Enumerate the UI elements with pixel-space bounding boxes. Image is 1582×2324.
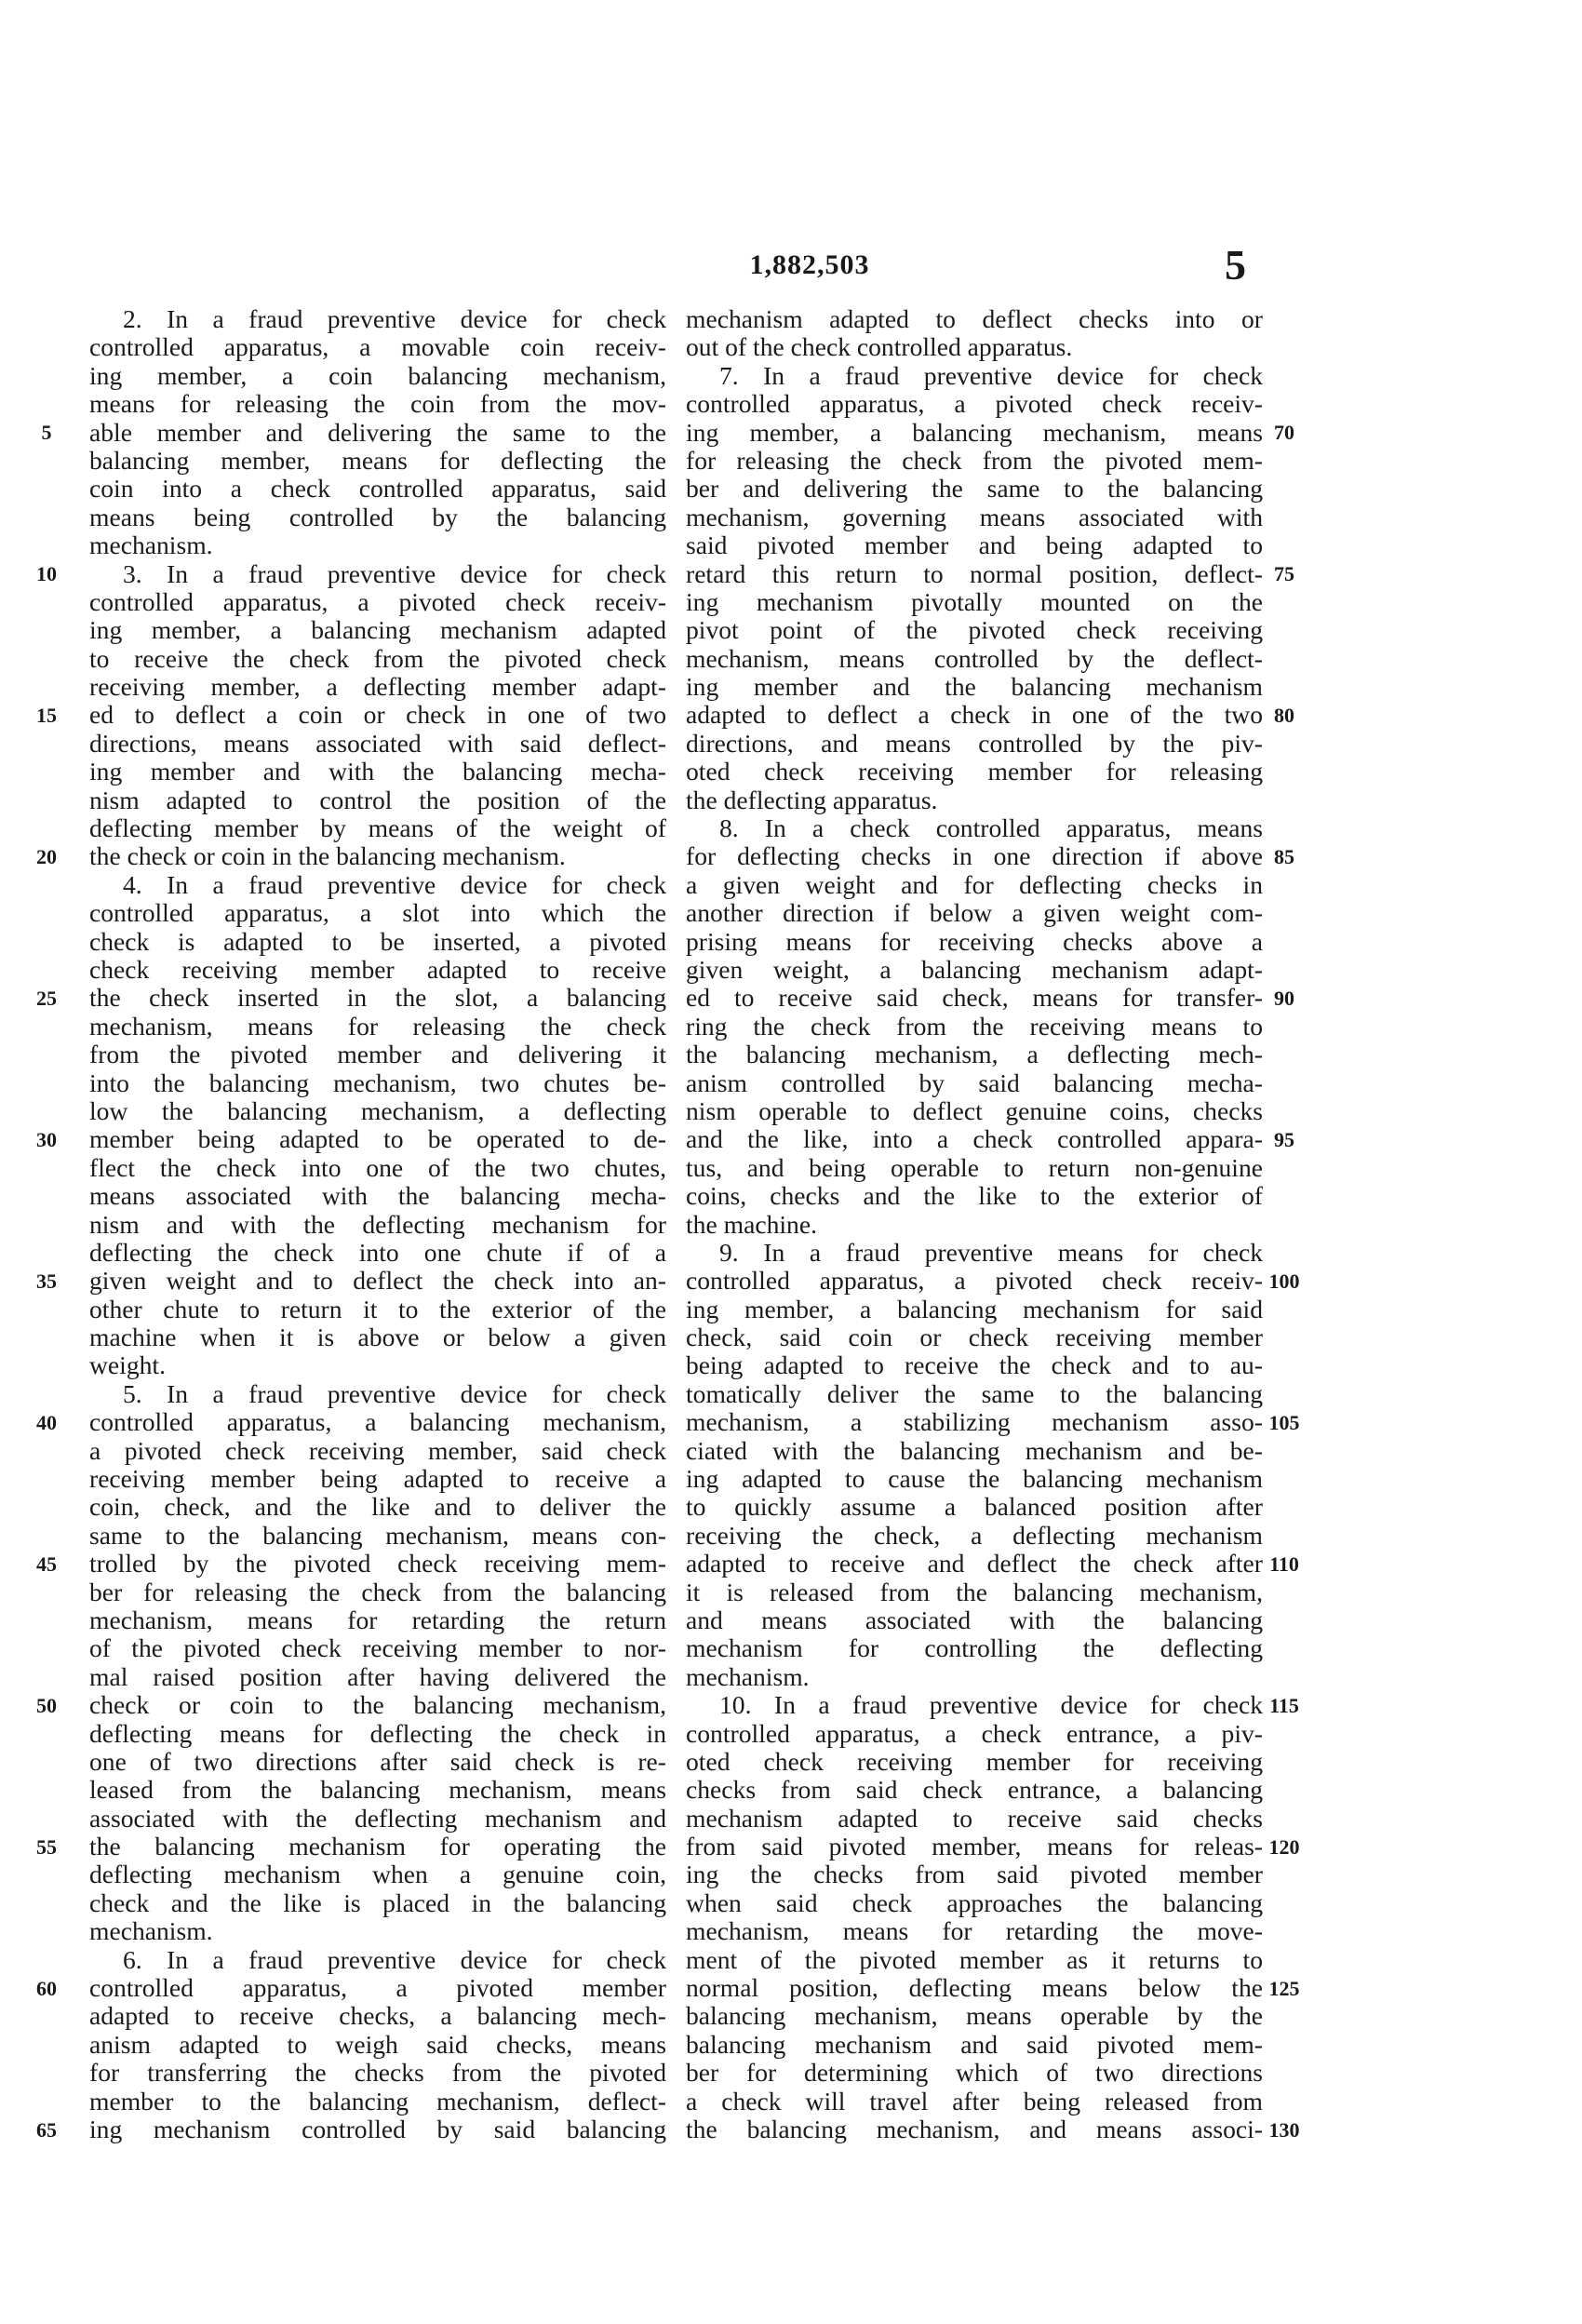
text-line: member to the balancing mechanism, deflect- [89,2086,666,2116]
text-line: 5. In a fraud preventive device for check [123,1378,666,1408]
text-line: mechanism adapted to deflect checks into or [686,304,1263,333]
text-line: balancing member, means for deflecting the [89,445,666,475]
text-line: mechanism, a stabilizing mechanism asso- [686,1407,1263,1437]
text-line: mechanism, means for retarding the move- [686,1916,1263,1946]
text-line: 8. In a check controlled apparatus, means [719,813,1263,843]
text-line: mechanism, means controlled by the deflect- [686,643,1263,673]
text-line: weight. [89,1350,166,1380]
text-line: the machine. [686,1209,817,1239]
text-line: a given weight and for deflecting checks in [686,869,1263,899]
text-line: deflecting member by means of the weight of [89,813,666,843]
text-line: means associated with the balancing mecha- [89,1181,666,1211]
margin-line-number: 95 [1274,1127,1294,1151]
text-line: the balancing mechanism, a deflecting mech- [686,1040,1263,1069]
right-column [686,305,1263,2143]
text-line: ed to receive said check, means for transfer- [686,983,1263,1013]
text-line: leased from the balancing mechanism, means [89,1775,666,1805]
text-line: directions, means associated with said deflect- [89,728,666,758]
text-line: directions, and means controlled by the piv- [686,728,1263,758]
text-line: into the balancing mechanism, two chutes be- [89,1068,666,1097]
text-line: check is adapted to be inserted, a pivoted [89,926,666,956]
margin-line-number: 10 [36,561,57,585]
text-line: nism adapted to control the position of the [89,785,666,814]
text-line: anism adapted to weigh said checks, means [89,2029,666,2059]
text-line: ber for determining which of two directions [686,2058,1263,2088]
text-line: 6. In a fraud preventive device for check [123,1944,666,1974]
margin-line-number: 105 [1268,1410,1300,1434]
text-line: ring the check from the receiving means to [686,1011,1263,1041]
text-line: a check will travel after being released from [686,2086,1263,2116]
text-line: adapted to deflect a check in one of the two [686,700,1263,730]
text-line: mal raised position after having delivered the [89,1661,666,1691]
text-line: receiving member being adapted to receive a [89,1464,666,1494]
margin-line-number: 25 [36,986,57,1010]
text-line: ber and delivering the same to the balancing [686,474,1263,504]
margin-line-number: 40 [36,1410,57,1434]
text-line: ing member, a balancing mechanism adapted [89,615,666,645]
text-line: to quickly assume a balanced position after [686,1492,1263,1522]
margin-line-number: 130 [1268,2117,1300,2142]
text-line: the check inserted in the slot, a balancing [89,983,666,1013]
text-line: the balancing mechanism for operating the [89,1832,666,1861]
text-line: machine when it is above or below a given [89,1323,666,1352]
text-line: check and the like is placed in the balancing [89,1887,666,1917]
text-line: and the like, into a check controlled appara- [686,1124,1263,1154]
margin-line-number: 75 [1274,561,1294,585]
text-line: mechanism for controlling the deflecting [686,1633,1263,1663]
text-line: check, said coin or check receiving member [686,1323,1263,1352]
text-line: nism and with the deflecting mechanism for [89,1209,666,1239]
text-line: ing member, a balancing mechanism, means [686,417,1263,447]
text-line: ing member, a balancing mechanism for said [686,1294,1263,1323]
text-line: low the balancing mechanism, a deflecting [89,1095,666,1125]
margin-line-number: 55 [36,1834,57,1859]
margin-line-number: 125 [1268,1976,1300,2000]
text-line: nism operable to deflect genuine coins, checks [686,1095,1263,1125]
text-line: balancing mechanism, means operable by the [686,2001,1263,2031]
text-line: a pivoted check receiving member, said check [89,1435,666,1465]
text-line: adapted to receive and deflect the check after [686,1549,1263,1578]
margin-line-number: 30 [36,1127,57,1151]
text-line: ing the checks from said pivoted member [686,1860,1263,1889]
text-line: ing member, a coin balancing mechanism, [89,360,666,390]
text-line: tomatically deliver the same to the balancing [686,1378,1263,1408]
text-line: given weight and to deflect the check into an- [89,1266,666,1296]
text-line: deflecting mechanism when a genuine coin, [89,1860,666,1889]
text-line: the balancing mechanism, and means associ- [686,2115,1263,2143]
text-line: oted check receiving member for receiving [686,1746,1263,1776]
text-line: being adapted to receive the check and to au- [686,1350,1263,1380]
text-line: for deflecting checks in one direction if above [686,841,1263,871]
text-line: said pivoted member and being adapted to [686,531,1263,560]
margin-line-number: 70 [1274,420,1294,444]
text-line: ciated with the balancing mechanism and be- [686,1435,1263,1465]
text-line: 3. In a fraud preventive device for check [123,558,666,588]
text-line: flect the check into one of the two chutes, [89,1152,666,1182]
margin-line-number: 15 [36,703,57,727]
text-line: mechanism, governing means associated with [686,502,1263,531]
text-line: mechanism, means for releasing the check [89,1011,666,1041]
text-line: for transferring the checks from the pivoted [89,2058,666,2088]
margin-line-number: 5 [41,420,52,444]
text-line: controlled apparatus, a pivoted check receiv- [686,389,1263,419]
margin-line-number: 115 [1269,1693,1299,1717]
text-line: for releasing the check from the pivoted mem- [686,445,1263,475]
text-line: ment of the pivoted member as it returns to [686,1944,1263,1974]
text-line: from the pivoted member and delivering it [89,1040,666,1069]
text-line: from said pivoted member, means for releas- [686,1832,1263,1861]
text-line: 2. In a fraud preventive device for check [123,304,666,333]
text-line: deflecting the check into one chute if of a [89,1237,666,1267]
text-line: given weight, a balancing mechanism adapt- [686,954,1263,984]
margin-line-number: 45 [36,1552,57,1576]
page-number: 5 [1225,241,1246,289]
text-line: mechanism, means for retarding the return [89,1605,666,1634]
text-line: coins, checks and the like to the exterior of [686,1181,1263,1211]
text-line: means for releasing the coin from the mov- [89,389,666,419]
text-line: normal position, deflecting means below the [686,1973,1263,2003]
text-line: ing adapted to cause the balancing mechanism [686,1464,1263,1494]
text-line: one of two directions after said check is re- [89,1746,666,1776]
text-line: oted check receiving member for releasing [686,757,1263,786]
page-header [0,0,1582,298]
text-line: prising means for receiving checks above a [686,926,1263,956]
text-line: controlled apparatus, a pivoted check receiv- [686,1266,1263,1296]
text-line: mechanism adapted to receive said checks [686,1803,1263,1833]
text-line: controlled apparatus, a slot into which the [89,898,666,928]
text-line: controlled apparatus, a pivoted member [89,1973,666,2003]
left-column [89,305,666,2143]
text-line: ber for releasing the check from the balancing [89,1577,666,1606]
text-line: retard this return to normal position, deflect- [686,558,1263,588]
text-line: controlled apparatus, a movable coin receiv- [89,332,666,362]
text-line: another direction if below a given weight com- [686,898,1263,928]
text-line: 4. In a fraud preventive device for check [123,869,666,899]
text-line: it is released from the balancing mechanism, [686,1577,1263,1606]
text-line: member being adapted to be operated to de- [89,1124,666,1154]
margin-line-number: 100 [1268,1269,1300,1293]
text-line: to receive the check from the pivoted check [89,643,666,673]
text-line: mechanism. [89,1916,213,1946]
text-line: coin, check, and the like and to deliver the [89,1492,666,1522]
margin-line-number: 50 [36,1693,57,1717]
text-line: ing member and the balancing mechanism [686,672,1263,702]
margin-line-number: 60 [36,1976,57,2000]
text-line: same to the balancing mechanism, means con- [89,1520,666,1550]
margin-line-number: 20 [36,844,57,868]
text-line: 10. In a fraud preventive device for check [719,1690,1263,1720]
text-line: of the pivoted check receiving member to nor- [89,1633,666,1663]
text-line: and means associated with the balancing [686,1605,1263,1634]
text-line: controlled apparatus, a check entrance, a piv- [686,1718,1263,1748]
text-line: associated with the deflecting mechanism and [89,1803,666,1833]
text-line: adapted to receive checks, a balancing mech- [89,2001,666,2031]
margin-line-number: 80 [1274,703,1294,727]
text-line: tus, and being operable to return non-genuine [686,1152,1263,1182]
margin-line-number: 65 [36,2117,57,2142]
text-line: the deflecting apparatus. [686,785,938,814]
text-line: ing mechanism controlled by said balancing [89,2115,666,2143]
text-line: receiving member, a deflecting member adapt- [89,672,666,702]
text-line: deflecting means for deflecting the check in [89,1718,666,1748]
patent-number: 1,882,503 [749,249,870,280]
text-line: controlled apparatus, a pivoted check receiv- [89,586,666,616]
text-line: 9. In a fraud preventive means for check [719,1237,1263,1267]
text-line: trolled by the pivoted check receiving mem- [89,1549,666,1578]
text-line: pivot point of the pivoted check receiving [686,615,1263,645]
text-line: ing member and with the balancing mecha- [89,757,666,786]
text-line: check receiving member adapted to receive [89,954,666,984]
text-line: balancing mechanism and said pivoted mem- [686,2029,1263,2059]
text-line: ed to deflect a coin or check in one of two [89,700,666,730]
text-line: anism controlled by said balancing mecha- [686,1068,1263,1097]
text-line: out of the check controlled apparatus. [686,332,1073,362]
text-line: 7. In a fraud preventive device for check [719,360,1263,390]
text-line: check or coin to the balancing mechanism, [89,1690,666,1720]
text-line: coin into a check controlled apparatus, said [89,474,666,504]
margin-line-number: 90 [1274,986,1294,1010]
text-line: checks from said check entrance, a balancing [686,1775,1263,1805]
text-line: mechanism. [686,1661,810,1691]
margin-line-number: 120 [1268,1834,1300,1859]
text-line: mechanism. [89,531,213,560]
text-line: receiving the check, a deflecting mechanism [686,1520,1263,1550]
margin-line-number: 110 [1269,1552,1299,1576]
text-line: the check or coin in the balancing mechanism. [89,841,566,871]
text-line: other chute to return it to the exterior of the [89,1294,666,1323]
margin-line-number: 35 [36,1269,57,1293]
text-line: when said check approaches the balancing [686,1887,1263,1917]
text-line: able member and delivering the same to the [89,417,666,447]
text-line: ing mechanism pivotally mounted on the [686,586,1263,616]
margin-line-number: 85 [1274,844,1294,868]
text-line: means being controlled by the balancing [89,502,666,531]
text-line: controlled apparatus, a balancing mechanism, [89,1407,666,1437]
